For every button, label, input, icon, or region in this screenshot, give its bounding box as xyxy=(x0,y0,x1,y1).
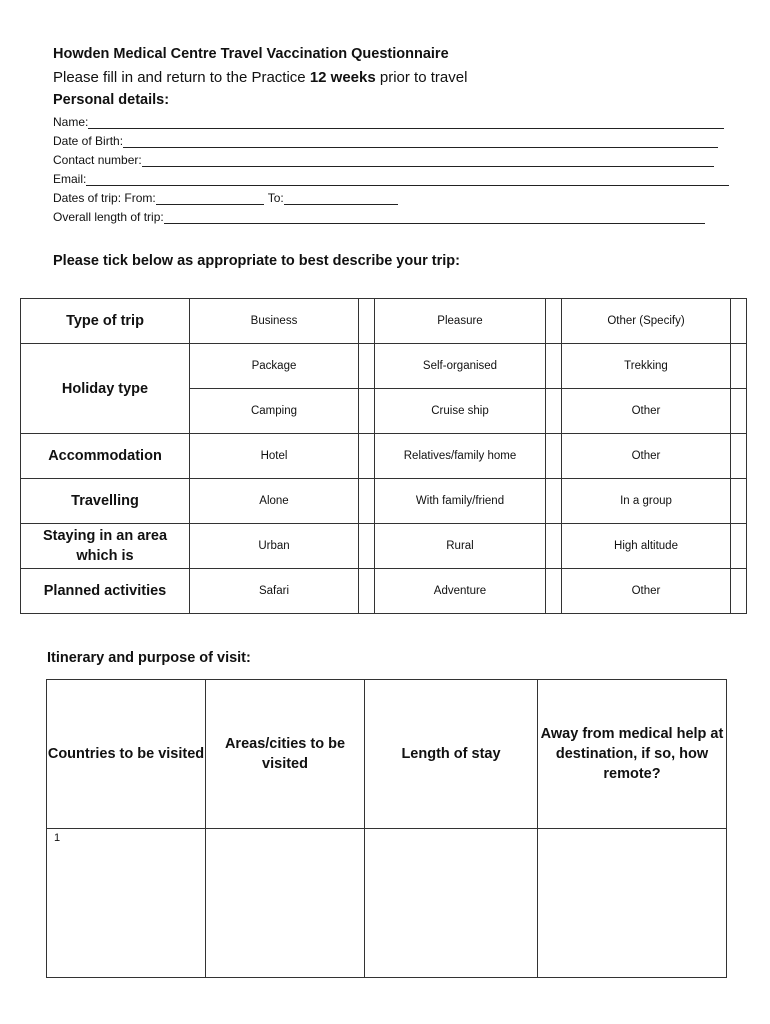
dates-field[interactable] xyxy=(53,188,398,205)
itinerary-table xyxy=(46,679,727,978)
name-field[interactable] xyxy=(53,112,724,129)
tick-box[interactable] xyxy=(359,434,375,479)
tick-box[interactable] xyxy=(731,299,747,344)
table-cell[interactable] xyxy=(206,829,365,978)
email-line[interactable] xyxy=(86,172,729,186)
tick-box[interactable] xyxy=(546,299,562,344)
subtitle-text: Please fill in and return to the Practice xyxy=(53,69,310,86)
option-cell: Package xyxy=(190,344,359,389)
name-label: Name: xyxy=(53,115,89,129)
option-cell: With family/friend xyxy=(375,479,546,524)
tick-box[interactable] xyxy=(731,389,747,434)
option-cell: In a group xyxy=(562,479,731,524)
tick-box[interactable] xyxy=(359,299,375,344)
column-header: Length of stay xyxy=(365,680,538,829)
length-line[interactable] xyxy=(164,210,705,224)
option-cell: Camping xyxy=(190,389,359,434)
option-cell: Other xyxy=(562,569,731,614)
email-label: Email: xyxy=(53,172,87,186)
tick-box[interactable] xyxy=(731,479,747,524)
subtitle-emphasis: 12 weeks xyxy=(309,69,376,86)
table-row xyxy=(21,434,747,479)
option-cell: Hotel xyxy=(190,434,359,479)
option-cell: Pleasure xyxy=(375,299,546,344)
itinerary-heading: Itinerary and purpose of visit: xyxy=(47,650,251,666)
form-subtitle xyxy=(53,69,467,86)
option-cell: Other xyxy=(562,389,731,434)
tick-box[interactable] xyxy=(546,389,562,434)
contact-label: Contact number: xyxy=(53,153,142,167)
dates-from-line[interactable] xyxy=(156,191,264,205)
tick-box[interactable] xyxy=(546,479,562,524)
tick-box[interactable] xyxy=(359,389,375,434)
option-cell: Other xyxy=(562,434,731,479)
tick-box[interactable] xyxy=(731,344,747,389)
tick-box[interactable] xyxy=(546,524,562,569)
trip-heading: Please tick below as appropriate to best describe your trip: xyxy=(53,253,460,269)
option-cell: Business xyxy=(190,299,359,344)
tick-box[interactable] xyxy=(359,569,375,614)
category-cell: Holiday type xyxy=(21,344,190,434)
contact-line[interactable] xyxy=(142,153,714,167)
tick-box[interactable] xyxy=(359,344,375,389)
trip-table xyxy=(20,298,747,614)
dob-label: Date of Birth: xyxy=(53,134,124,148)
dates-from-label: Dates of trip: From: xyxy=(53,191,156,205)
option-cell: Self-organised xyxy=(375,344,546,389)
tick-box[interactable] xyxy=(359,479,375,524)
option-cell: Rural xyxy=(375,524,546,569)
form-title: Howden Medical Centre Travel Vaccination Questionnaire xyxy=(53,46,449,62)
dates-to-line[interactable] xyxy=(284,191,398,205)
dob-line[interactable] xyxy=(123,134,718,148)
personal-details-heading: Personal details: xyxy=(53,92,170,108)
option-cell: Trekking xyxy=(562,344,731,389)
row-number: 1 xyxy=(54,832,61,844)
table-cell[interactable] xyxy=(365,829,538,978)
option-cell: Cruise ship xyxy=(375,389,546,434)
subtitle-text-end: prior to travel xyxy=(375,69,468,86)
tick-box[interactable] xyxy=(731,569,747,614)
tick-box[interactable] xyxy=(731,524,747,569)
email-field[interactable] xyxy=(53,169,729,186)
category-cell: Accommodation xyxy=(21,434,190,479)
column-header: Areas/cities to be visited xyxy=(206,680,365,829)
table-row xyxy=(21,479,747,524)
tick-box[interactable] xyxy=(731,434,747,479)
table-cell[interactable] xyxy=(538,829,727,978)
length-label: Overall length of trip: xyxy=(53,210,164,224)
table-row xyxy=(21,344,747,389)
option-cell: Alone xyxy=(190,479,359,524)
table-header-row xyxy=(47,680,727,829)
contact-field[interactable] xyxy=(53,150,714,167)
tick-box[interactable] xyxy=(546,434,562,479)
option-cell: Safari xyxy=(190,569,359,614)
name-line[interactable] xyxy=(88,115,724,129)
option-cell: Adventure xyxy=(375,569,546,614)
tick-box[interactable] xyxy=(546,569,562,614)
table-cell[interactable] xyxy=(47,829,206,978)
column-header: Away from medical help at destination, if so, how remote? xyxy=(538,680,727,829)
option-cell: Other (Specify) xyxy=(562,299,731,344)
category-cell: Type of trip xyxy=(21,299,190,344)
table-row xyxy=(47,829,727,978)
dates-to-label: To: xyxy=(267,191,284,205)
table-row xyxy=(21,299,747,344)
tick-box[interactable] xyxy=(359,524,375,569)
option-cell: High altitude xyxy=(562,524,731,569)
option-cell: Urban xyxy=(190,524,359,569)
category-cell: Planned activities xyxy=(21,569,190,614)
table-row xyxy=(21,524,747,569)
tick-box[interactable] xyxy=(546,344,562,389)
option-cell: Relatives/family home xyxy=(375,434,546,479)
length-field[interactable] xyxy=(53,207,705,224)
table-row xyxy=(21,569,747,614)
dob-field[interactable] xyxy=(53,131,718,148)
category-cell: Travelling xyxy=(21,479,190,524)
category-cell: Staying in an area which is xyxy=(21,524,190,569)
column-header: Countries to be visited xyxy=(47,680,206,829)
